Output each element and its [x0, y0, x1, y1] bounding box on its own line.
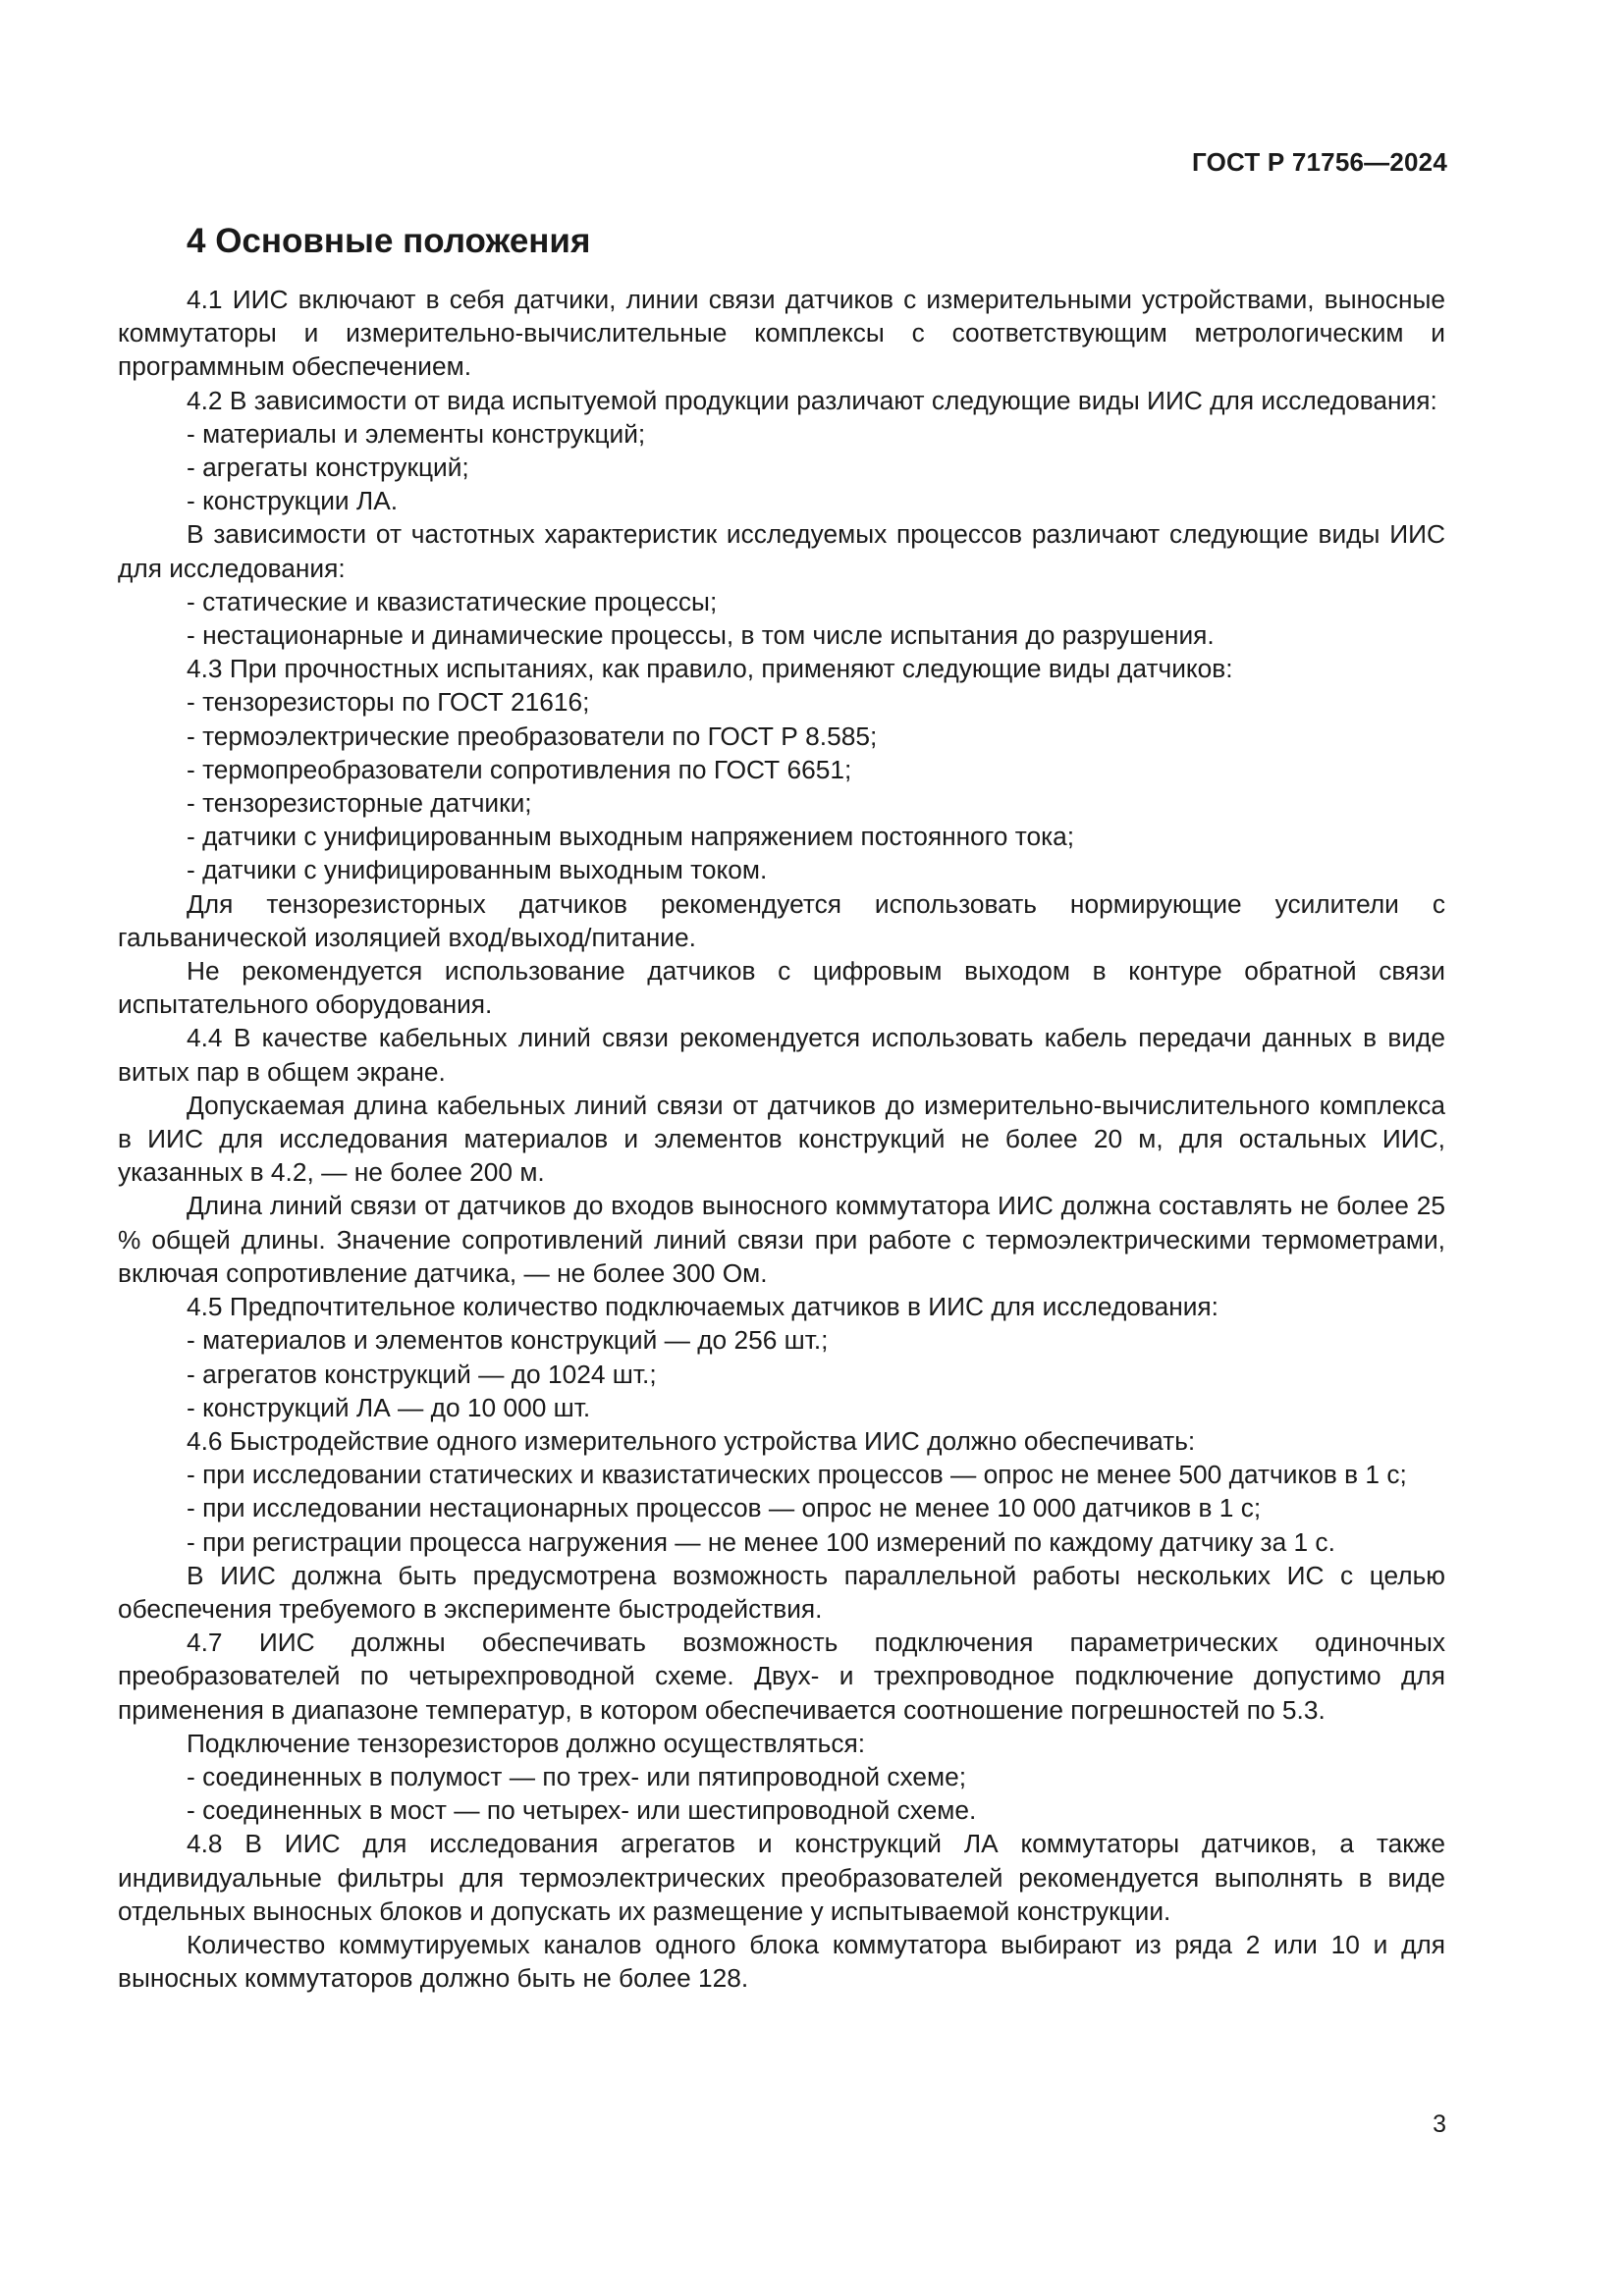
paragraph-4-4: 4.4 В качестве кабельных линий связи рекомендуется использовать кабель передачи данных в виде витых пар в общем экране. — [118, 1023, 1445, 1087]
list-item: - материалы и элементы конструкций; — [187, 418, 646, 449]
list-item: - при исследовании статических и квазистатических процессов — опрос не менее 500 датчиков в 1 с; — [187, 1460, 1407, 1490]
paragraph-4-2: 4.2 В зависимости от вида испытуемой продукции различают следующие виды ИИС для исследования: — [187, 385, 1437, 415]
paragraph: В зависимости от частотных характеристик исследуемых процессов различают следующие виды ИИС для исследования: — [118, 519, 1445, 583]
paragraph: Для тензорезисторных датчиков рекомендуется использовать нормирующие усилители с гальванической изоляцией вход/выход/питание. — [118, 888, 1445, 952]
paragraph-4-5: 4.5 Предпочтительное количество подключаемых датчиков в ИИС для исследования: — [187, 1292, 1218, 1322]
paragraph: Не рекомендуется использование датчиков с цифровым выходом в контуре обратной связи испытательного оборудования. — [118, 956, 1445, 1020]
page-header: ГОСТ Р 71756—2024 — [1192, 147, 1447, 177]
paragraph: Длина линий связи от датчиков до входов выносного коммутатора ИИС должна составлять не более 25 % общей длины. Значение сопротивлений линий связи при работе с термоэлектрическими термометрами, включая сопротивление датчика, — не более 300 Ом. — [118, 1191, 1445, 1288]
list-item: - при регистрации процесса нагружения — не менее 100 измерений по каждому датчику за 1 с. — [187, 1526, 1335, 1557]
paragraph-4-7: 4.7 ИИС должны обеспечивать возможность подключения параметрических одиночных преобразователей по четырехпроводной схеме. Двух- и трехпроводное подключение допустимо для применения в диапазоне температур, в котором обеспечивается соотношение погрешностей по 5.3. — [118, 1628, 1445, 1725]
paragraph-4-6: 4.6 Быстродействие одного измерительного устройства ИИС должно обеспечивать: — [187, 1425, 1196, 1456]
list-item: - датчики с унифицированным выходным током. — [187, 855, 768, 885]
paragraph-4-3: 4.3 При прочностных испытаниях, как правило, применяют следующие виды датчиков: — [187, 654, 1233, 684]
paragraph-4-8: 4.8 В ИИС для исследования агрегатов и конструкций ЛА коммутаторы датчиков, а также индивидуальные фильтры для термоэлектрических преобразователей рекомендуется выполнять в виде отдельных выносных блоков и допускать их размещение у испытываемой конструкции. — [118, 1829, 1445, 1926]
list-item: - тензорезисторные датчики; — [187, 788, 532, 819]
list-item: - термоэлектрические преобразователи по ГОСТ Р 8.585; — [187, 721, 878, 751]
list-item: - агрегатов конструкций — до 1024 шт.; — [187, 1359, 657, 1389]
list-item: - тензорезисторы по ГОСТ 21616; — [187, 687, 590, 718]
list-item: - соединенных в полумост — по трех- или пятипроводной схеме; — [187, 1761, 967, 1791]
paragraph: Подключение тензорезисторов должно осуществляться: — [187, 1728, 866, 1758]
list-item: - конструкций ЛА — до 10 000 шт. — [187, 1392, 591, 1422]
list-item: - нестационарные и динамические процессы, в том числе испытания до разрушения. — [187, 620, 1215, 651]
page-number: 3 — [1433, 2110, 1446, 2138]
list-item: - соединенных в мост — по четырех- или шестипроводной схеме. — [187, 1795, 977, 1826]
list-item: - агрегаты конструкций; — [187, 453, 469, 483]
list-item: - при исследовании нестационарных процессов — опрос не менее 10 000 датчиков в 1 с; — [187, 1493, 1262, 1523]
paragraph: Количество коммутируемых каналов одного блока коммутатора выбирают из ряда 2 или 10 и для выносных коммутаторов должно быть не более 128. — [118, 1929, 1445, 1994]
document-body — [118, 222, 1445, 1995]
section-title: 4 Основные положения — [187, 222, 591, 260]
paragraph: Допускаемая длина кабельных линий связи от датчиков до измерительно-вычислительного комплекса в ИИС для исследования материалов и элементов конструкций не более 20 м, для остальных ИИС, указанных в 4.2, — не более 200 м. — [118, 1090, 1445, 1188]
list-item: - статические и квазистатические процессы; — [187, 586, 718, 616]
list-item: - материалов и элементов конструкций — до 256 шт.; — [187, 1325, 829, 1356]
list-item: - термопреобразователи сопротивления по ГОСТ 6651; — [187, 754, 852, 784]
paragraph-4-1: 4.1 ИИС включают в себя датчики, линии связи датчиков с измерительными устройствами, выносные коммутаторы и измерительно-вычислительные комплексы с соответствующим метрологическим и программным обеспечением. — [118, 285, 1445, 382]
list-item: - датчики с унифицированным выходным напряжением постоянного тока; — [187, 822, 1075, 852]
paragraph: В ИИС должна быть предусмотрена возможность параллельной работы нескольких ИС с целью обеспечения требуемого в эксперименте быстродействия. — [118, 1560, 1445, 1624]
list-item: - конструкции ЛА. — [187, 486, 399, 516]
